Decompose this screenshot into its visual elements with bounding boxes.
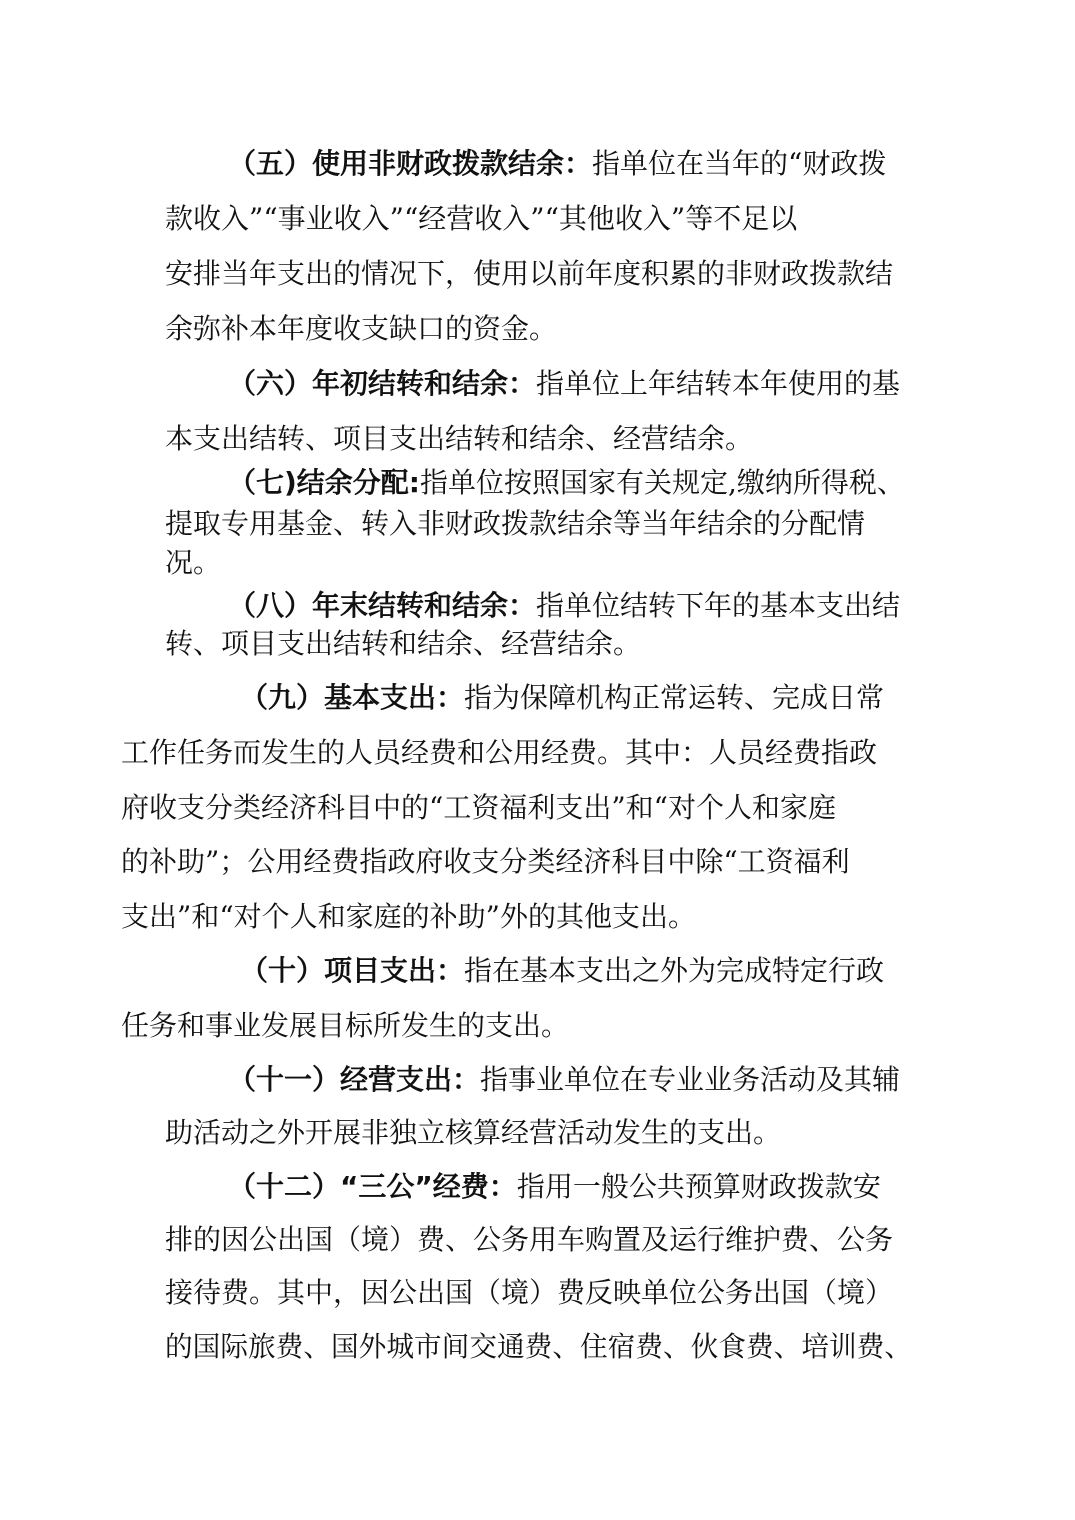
- p5-line-4: 余弥补本年度收支缺口的资金。: [165, 312, 558, 345]
- p12-line-2: 排的因公出国（境）费、公务用车购置及运行维护费、公务: [165, 1223, 894, 1256]
- p5-text: 指单位在当年的“财政拨: [592, 147, 887, 180]
- p9-term: （九）基本支出：: [240, 681, 465, 714]
- p9-line-3: 府收支分类经济科目中的“工资福利支出”和“对个人和家庭: [121, 791, 836, 824]
- p5-line-3: 安排当年支出的情况下，使用以前年度积累的非财政拨款结: [165, 257, 894, 290]
- p7-line-3: 况。: [165, 546, 222, 579]
- p9-line-2: 工作任务而发生的人员经费和公用经费。其中：人员经费指政: [121, 736, 878, 769]
- p8-term: （八）年末结转和结余：: [228, 589, 537, 622]
- p12-text: 指用一般公共预算财政拨款安: [516, 1170, 881, 1203]
- p6-term: （六）年初结转和结余：: [228, 367, 537, 400]
- p5-line-1: [228, 147, 886, 181]
- p7-term: （七)结余分配:: [228, 466, 420, 499]
- p8-line-1: [228, 589, 900, 623]
- p10-line-2: 任务和事业发展目标所发生的支出。: [121, 1009, 570, 1042]
- p9-text: 指为保障机构正常运转、完成日常: [464, 681, 885, 714]
- p11-term: （十一）经营支出：: [228, 1063, 481, 1096]
- p9-line-5: 支出”和“对个人和家庭的补助”外的其他支出。: [121, 900, 696, 933]
- p7-line-1: [228, 466, 905, 500]
- p7-line-2: 提取专用基金、转入非财政拨款结余等当年结余的分配情: [165, 507, 866, 540]
- p6-line-1: [228, 367, 900, 401]
- p12-line-1: [228, 1170, 881, 1204]
- p6-line-2: 本支出结转、项目支出结转和结余、经营结余。: [165, 422, 754, 455]
- p8-text: 指单位结转下年的基本支出结: [536, 589, 901, 622]
- p12-line-3: 接待费。其中，因公出国（境）费反映单位公务出国（境）: [165, 1276, 894, 1309]
- p5-line-2: 款收入”“事业收入”“经营收入”“其他收入”等不足以: [165, 202, 798, 235]
- p11-line-1: [228, 1063, 900, 1097]
- p10-text: 指在基本支出之外为完成特定行政: [464, 954, 885, 987]
- p11-text: 指事业单位在专业业务活动及其辅: [480, 1063, 901, 1096]
- p9-line-1: [240, 681, 884, 715]
- p10-term: （十）项目支出：: [240, 954, 465, 987]
- p9-line-4: 的补助”；公用经费指政府收支分类经济科目中除“工资福利: [121, 845, 850, 878]
- p10-line-1: [240, 954, 884, 988]
- p7-text: 指单位按照国家有关规定,缴纳所得税、: [420, 466, 905, 499]
- p12-line-4: 的国际旅费、国外城市间交通费、住宿费、伙食费、培训费、: [165, 1330, 913, 1363]
- p11-line-2: 助活动之外开展非独立核算经营活动发生的支出。: [165, 1116, 782, 1149]
- p5-term: （五）使用非财政拨款结余：: [228, 147, 593, 180]
- p12-term: （十二）“三公”经费：: [228, 1170, 517, 1203]
- p6-text: 指单位上年结转本年使用的基: [536, 367, 901, 400]
- p8-line-2: 转、项目支出结转和结余、经营结余。: [165, 627, 642, 660]
